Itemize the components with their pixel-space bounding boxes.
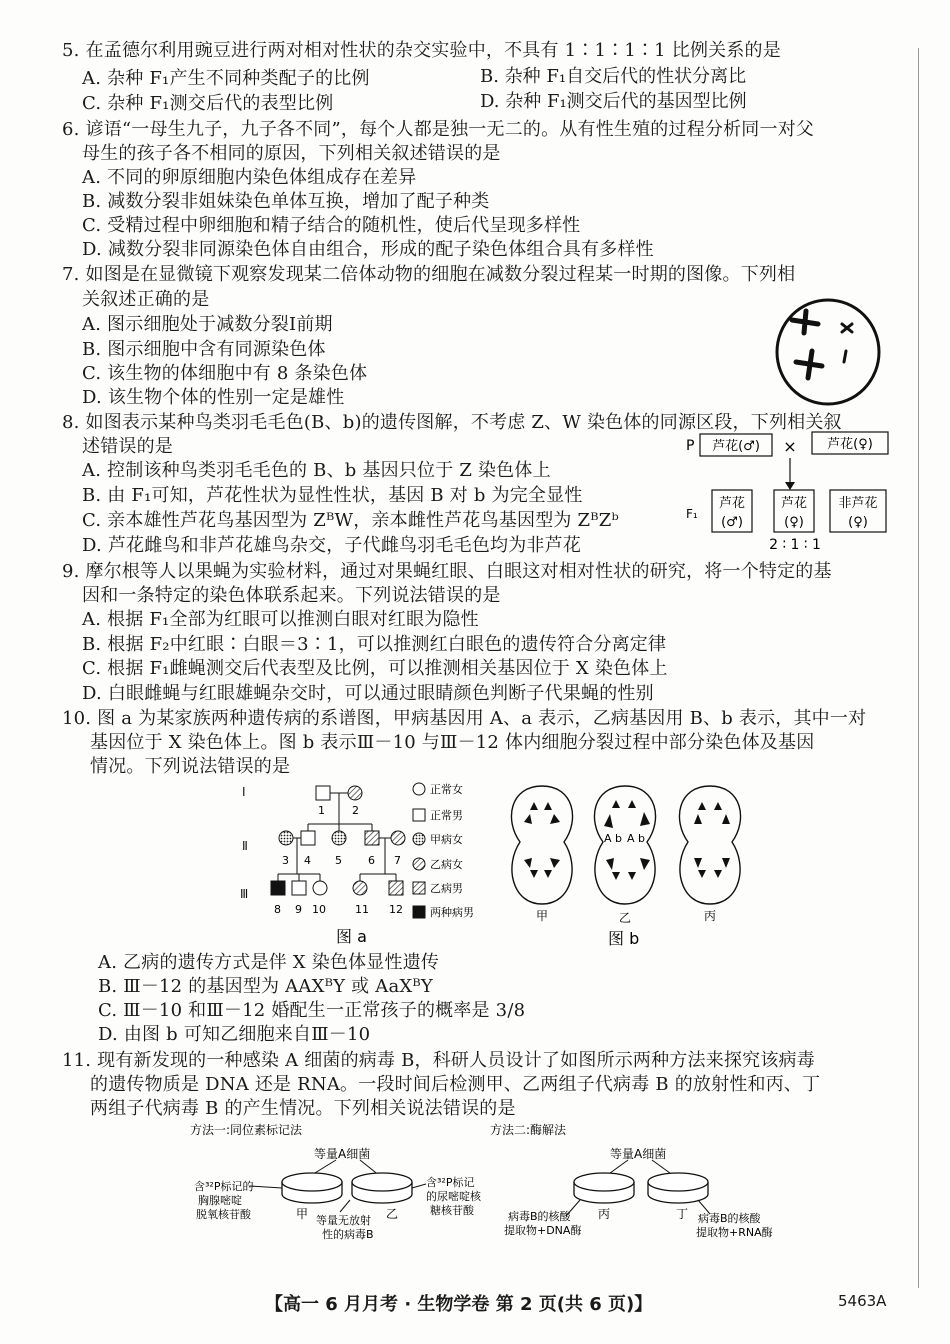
q10-option-b: B. Ⅲ－12 的基因型为 AAXᴮY 或 AaXᴮY — [98, 976, 434, 997]
legend-both-male-icon — [413, 906, 425, 918]
m1-mid-label-1: 等量无放射 — [316, 1214, 371, 1227]
m1-right-label-2: 的尿嘧啶核 — [426, 1190, 481, 1203]
cell-jia-outline — [511, 786, 572, 904]
individual-1 — [316, 786, 330, 800]
dish-ding-label: 丁 — [676, 1207, 689, 1221]
q11-stem-line2: 的遗传物质是 DNA 还是 RNA。一段时间后检测甲、乙两组子代病毒 B 的放射性和丙、丁 — [90, 1074, 821, 1095]
pedigree-figure-a — [238, 780, 498, 950]
q8-option-a: A. 控制该种鸟类羽毛毛色的 B、b 基因只位于 Z 染色体上 — [82, 460, 551, 481]
q11-stem-line1: 11. 现有新发现的一种感染 A 细菌的病毒 B，科研人员设计了如图所示两种方法来探究该病毒 — [62, 1050, 815, 1071]
num-8: 8 — [274, 903, 281, 916]
q10-stem-line1: 10. 图 a 为某家族两种遗传病的系谱图，甲病基因用 A、a 表示，乙病基因用 B、b 表示，其中一对 — [62, 708, 867, 729]
p-label: P — [686, 438, 695, 454]
dish-bing-top — [574, 1173, 634, 1191]
cell-jia-label: 甲 — [536, 909, 549, 923]
m2-right-label-1: 病毒B的核酸 — [698, 1212, 761, 1225]
legend-normal-female-icon — [413, 783, 425, 795]
small-chromosomes — [842, 324, 852, 362]
num-2: 2 — [352, 804, 359, 817]
chromosome-2b — [796, 362, 822, 366]
q8-stem-line2: 述错误的是 — [82, 436, 173, 457]
num-9: 9 — [295, 903, 302, 916]
m1-same-bacteria: 等量A细菌 — [314, 1147, 371, 1161]
cell-jia-chromosomes — [524, 802, 560, 878]
legend-yi-female-icon — [413, 858, 425, 870]
q9-option-a: A. 根据 F₁全部为红眼可以推测白眼对红眼为隐性 — [82, 609, 479, 630]
m1-dishes — [282, 1173, 412, 1203]
fig-a-caption: 图 a — [336, 927, 367, 946]
m2-right-label-2: 提取物+RNA酶 — [696, 1226, 773, 1239]
cell-bing-chromosomes — [694, 802, 730, 878]
m1-left-label-1: 含³²P标记的 — [194, 1180, 254, 1193]
q7-stem-line1: 7. 如图是在显微镜下观察发现某二倍体动物的细胞在减数分裂过程某一时期的图像。下列相 — [62, 264, 796, 285]
q11-stem-line3: 两组子代病毒 B 的产生情况。下列相关说法错误的是 — [90, 1098, 516, 1119]
q10-option-c: C. Ⅲ－10 和Ⅲ－12 婚配生一正常孩子的概率是 3/8 — [98, 1000, 526, 1021]
legend-normal-female: 正常女 — [430, 783, 463, 796]
m1-mid-label-2: 性的病毒B — [322, 1228, 374, 1241]
individual-4 — [301, 831, 315, 845]
q6-option-a: A. 不同的卵原细胞内染色体组成存在差异 — [82, 167, 417, 188]
num-5: 5 — [335, 854, 342, 867]
individual-10 — [313, 881, 327, 895]
dish-bing-label: 丙 — [598, 1207, 611, 1221]
f1-label: F₁ — [686, 507, 698, 521]
q6-stem-line2: 母生的孩子各不相同的原因，下列相关叙述错误的是 — [82, 143, 501, 164]
num-10: 10 — [312, 903, 326, 916]
q9-option-d: D. 白眼雌蝇与红眼雄蝇杂交时，可以通过眼睛颜色判断子代果蝇的性别 — [82, 683, 654, 704]
individual-9 — [292, 881, 306, 895]
m2-dishes — [574, 1173, 708, 1203]
gene-label-2: b — [615, 832, 622, 845]
q9-stem-line2: 因和一条特定的染色体联系起来。下列说法错误的是 — [82, 585, 501, 606]
num-7: 7 — [394, 854, 401, 867]
chromosome-1b — [792, 320, 818, 324]
child3-line2: (♀) — [848, 515, 868, 530]
q7-option-c: C. 该生物的体细胞中有 8 条染色体 — [82, 363, 368, 384]
q9-option-c: C. 根据 F₁雌蝇测交后代表型及比例，可以推测相关基因位于 X 染色体上 — [82, 658, 668, 679]
q6-option-d: D. 减数分裂非同源染色体自由组合，形成的配子染色体组合具有多样性 — [82, 239, 654, 260]
m1-right-label-3: 糖核苷酸 — [430, 1204, 474, 1217]
legend-jia-female: 甲病女 — [430, 833, 463, 846]
offspring-ratio: 2 ∶ 1 ∶ 1 — [769, 537, 821, 553]
m2-left-label-2: 提取物+DNA酶 — [504, 1224, 582, 1237]
individual-7 — [391, 831, 405, 845]
q10-stem-line3: 情况。下列说法错误的是 — [90, 756, 291, 777]
legend-yi-female: 乙病女 — [430, 858, 463, 871]
child1-line2: (♂) — [721, 515, 743, 530]
dish-yi-label: 乙 — [386, 1207, 399, 1221]
legend-normal-male: 正常男 — [430, 809, 463, 822]
child1-line1: 芦花 — [718, 496, 746, 511]
q7-stem-line2: 关叙述正确的是 — [82, 289, 210, 310]
cell-membrane — [777, 300, 879, 404]
legend-yi-male-icon — [413, 882, 425, 894]
individual-3 — [279, 831, 293, 845]
q10-option-a: A. 乙病的遗传方式是伴 X 染色体显性遗传 — [98, 952, 440, 973]
gen-label-2: Ⅱ — [242, 839, 248, 853]
num-12: 12 — [389, 903, 403, 916]
parent1-label: 芦花(♂) — [712, 439, 760, 454]
chromosome-group — [792, 311, 822, 378]
gene-label-3: A — [627, 832, 635, 845]
individual-2 — [348, 786, 362, 800]
q6-option-b: B. 减数分裂非姐妹染色单体互换，增加了配子种类 — [82, 191, 490, 212]
q8-option-b: B. 由 F₁可知，芦花性状为显性性状，基因 B 对 b 为完全显性 — [82, 485, 583, 506]
q7-option-b: B. 图示细胞中含有同源染色体 — [82, 339, 326, 360]
chromosome-4 — [844, 351, 846, 362]
cell-yi-label: 乙 — [619, 911, 632, 925]
child3-line1: 非芦花 — [838, 496, 878, 511]
m1-left-label-2: 胸腺嘧啶 — [198, 1194, 242, 1207]
chromosome-3 — [842, 324, 852, 332]
cell-yi-outline — [594, 786, 655, 904]
m1-left-arrow — [250, 1186, 282, 1188]
q5-stem: 5. 在孟德尔利用豌豆进行两对相对性状的杂交实验中，不具有 1∶1∶1∶1 比例关系的是 — [62, 40, 781, 61]
q6-stem-line1: 6. 谚语“一母生九子，九子各不同”，每个人都是独一无二的。从有性生殖的过程分析同一对父 — [62, 119, 815, 140]
child2-line2: (♀) — [784, 515, 804, 530]
page-footer: 【高一 6 月月考 · 生物学卷 第 2 页(共 6 页)】 — [265, 1294, 653, 1315]
individual-8 — [271, 881, 285, 895]
page-edge-line — [918, 48, 919, 1288]
gen-label-3: Ⅲ — [240, 887, 249, 901]
num-1: 1 — [318, 804, 325, 817]
q10-option-d: D. 由图 b 可知乙细胞来自Ⅲ－10 — [98, 1024, 371, 1045]
method1-title: 方法一:同位素标记法 — [190, 1123, 303, 1137]
paper-code: 5463A — [838, 1292, 887, 1310]
fig-b-caption: 图 b — [608, 929, 640, 948]
method2-title: 方法二:酶解法 — [490, 1123, 567, 1137]
q9-option-b: B. 根据 F₂中红眼∶白眼＝3∶1，可以推测红白眼色的遗传符合分离定律 — [82, 634, 667, 655]
cell-bing-outline — [679, 786, 740, 904]
child2-line1: 芦花 — [780, 496, 808, 511]
num-6: 6 — [368, 854, 375, 867]
m1-right-label-1: 含³²P标记 — [426, 1176, 475, 1189]
gene-label-4: b — [638, 832, 645, 845]
cross-arrow-head — [785, 482, 795, 490]
q10-stem-line2: 基因位于 X 染色体上。图 b 表示Ⅲ－10 与Ⅲ－12 体内细胞分裂过程中部分染色体及基因 — [90, 732, 815, 753]
cell-division-figure-b — [500, 780, 760, 950]
m2-left-label-1: 病毒B的核酸 — [508, 1210, 571, 1223]
q8-genetic-diagram — [680, 430, 910, 555]
cross-symbol: × — [783, 437, 797, 456]
q8-stem-line1: 8. 如图表示某种鸟类羽毛毛色(B、b)的遗传图解，不考虑 Z、W 染色体的同源区段，下列相关叙 — [62, 412, 842, 433]
q8-option-c: C. 亲本雄性芦花鸟基因型为 ZᴮW，亲本雌性芦花鸟基因型为 ZᴮZᵇ — [82, 510, 619, 531]
q11-experiment-diagram — [190, 1120, 810, 1245]
individual-11 — [353, 881, 367, 895]
gen-label-1: Ⅰ — [242, 785, 246, 799]
dish-jia-label: 甲 — [296, 1207, 309, 1221]
legend-both-male: 两种病男 — [430, 906, 474, 919]
q7-cell-diagram — [774, 296, 884, 408]
legend-jia-female-icon — [413, 833, 425, 845]
individual-5 — [332, 831, 346, 845]
q7-option-a: A. 图示细胞处于减数分裂Ⅰ前期 — [82, 314, 333, 335]
q6-option-c: C. 受精过程中卵细胞和精子结合的随机性，使后代呈现多样性 — [82, 215, 581, 236]
q9-stem-line1: 9. 摩尔根等人以果蝇为实验材料，通过对果蝇红眼、白眼这对相对性状的研究，将一个特定的基 — [62, 561, 832, 582]
m1-right-arrow — [412, 1184, 426, 1188]
q5-option-a: A. 杂种 F₁产生不同种类配子的比例 — [82, 68, 370, 89]
m1-left-label-3: 脱氧核苷酸 — [196, 1208, 251, 1221]
legend-normal-male-icon — [413, 809, 425, 821]
gene-label-1: A — [604, 832, 612, 845]
individual-6 — [365, 831, 379, 845]
q5-option-d: D. 杂种 F₁测交后代的基因型比例 — [480, 91, 747, 112]
q8-option-d: D. 芦花雌鸟和非芦花雄鸟杂交，子代雌鸟羽毛毛色均为非芦花 — [82, 535, 582, 556]
q7-option-d: D. 该生物个体的性别一定是雄性 — [82, 387, 345, 408]
q5-option-b: B. 杂种 F₁自交后代的性状分离比 — [480, 66, 747, 87]
parent2-label: 芦花(♀) — [827, 437, 873, 452]
num-11: 11 — [355, 903, 369, 916]
dish-ding-top — [648, 1173, 708, 1191]
num-4: 4 — [304, 854, 311, 867]
q5-option-c: C. 杂种 F₁测交后代的表型比例 — [82, 93, 334, 114]
m1-mid-arrow — [340, 1200, 350, 1212]
dish-yi-top — [352, 1173, 412, 1191]
cell-bing-label: 丙 — [704, 909, 717, 923]
legend-yi-male: 乙病男 — [430, 882, 463, 895]
dish-jia-top — [282, 1173, 342, 1191]
num-3: 3 — [282, 854, 289, 867]
m2-same-bacteria: 等量A细菌 — [610, 1147, 667, 1161]
individual-12 — [389, 881, 403, 895]
